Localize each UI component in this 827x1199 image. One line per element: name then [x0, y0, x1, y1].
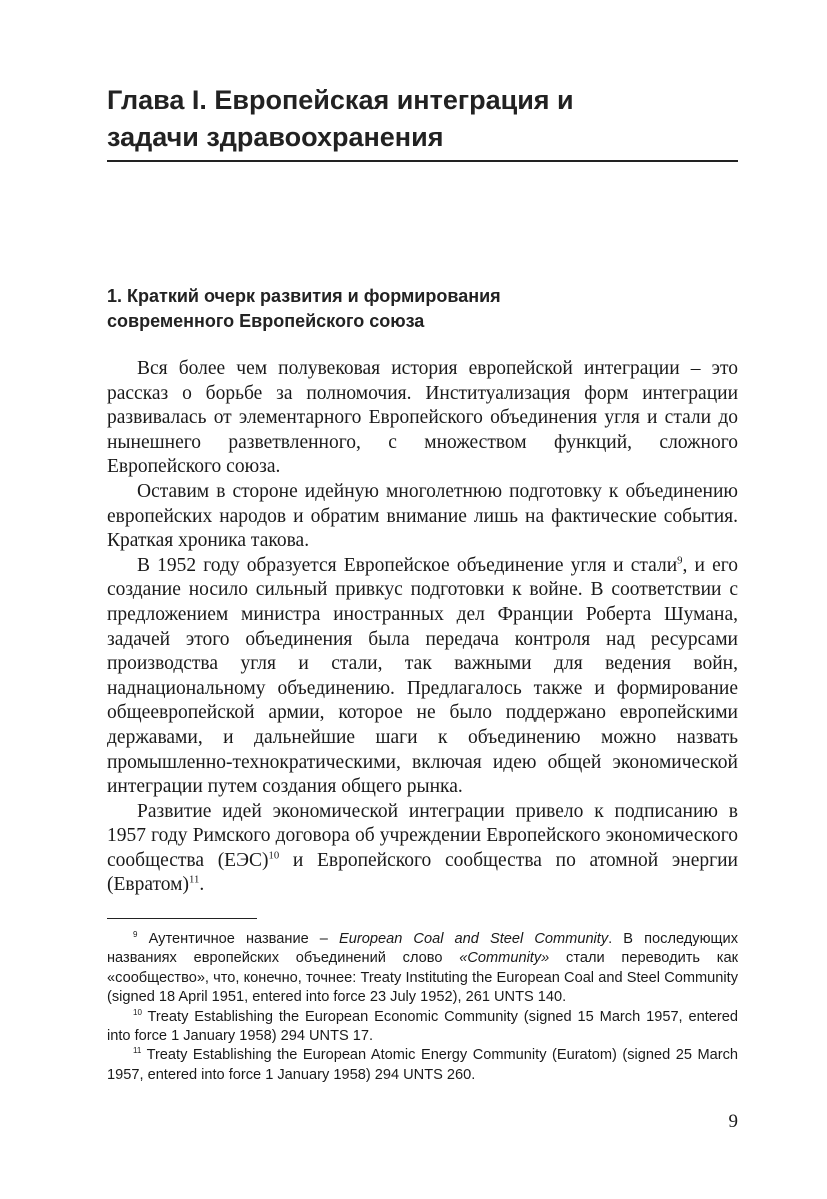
paragraph-2: Оставим в стороне идейную многолетнюю подготовку к объединению европейских народов и обратим внимание лишь на фактические события. Краткая хроника такова.	[107, 480, 738, 552]
footnote-11-number: 11	[133, 1046, 142, 1056]
chapter-title-rule	[107, 160, 738, 162]
chapter-title	[107, 82, 738, 156]
footnote-9-text-b: . В последующих названиях европейских объединений слово	[107, 931, 738, 967]
paragraph-3-text-a: В 1952 году образуется Европейское объединение угля и стали	[137, 554, 678, 576]
chapter-title-line-1: Глава I. Европейская интеграция и	[107, 85, 574, 115]
paragraph-1: Вся более чем полувековая история европейской интеграции – это рассказ о борьбе за полномочия. Институализация форм интеграции развивалась от элементарного Европейского объединения угля и стали до нынешнего разветвленного, с множеством функций, сложного Европейского союза.	[107, 358, 738, 478]
footnote-9-italic-b: «Community»	[459, 950, 550, 967]
footnote-ref-11: 11	[189, 873, 200, 886]
footnote-9-number: 9	[133, 930, 138, 940]
footnote-separator	[107, 918, 257, 919]
paragraph-3	[107, 554, 738, 800]
paragraph-3-text-b: , и его создание носило сильный привкус подготовки к войне. В соответствии с предложением министра иностранных дел Франции Роберта Шумана, задачей этого объединения была передача контроля над ресурсами производства угля и стали, так важными для ведения войн, наднациональному объединению. Предлагалось также и формирование общеевропейской армии, которое не было поддержано европейскими державами, и дальнейшие шаги к объединению можно назвать промышленно-технократическими, включая идею общей экономической интеграции путем создания общего рынка.	[107, 554, 738, 798]
paragraph-4-text-c: .	[199, 874, 205, 896]
section-title-line-2: современного Европейского союза	[107, 311, 425, 331]
footnote-ref-9: 9	[677, 554, 683, 567]
paragraph-4-text-a: Развитие идей экономической интеграции привело к подписанию в 1957 году Римского договора об учреждении Европейского экономического сообщества (ЕЭС)	[107, 800, 738, 871]
paragraph-4-text-b: и Европейского сообщества по атомной энергии (Евратом)	[107, 849, 738, 896]
footnote-9-text-c: стали переводить как «сообщество», что, конечно, точнее: Treaty Instituting the European Coal and Steel Community (signed 18 April 1951, entered into force 23 July 1952), 261 UNTS 140.	[107, 950, 739, 1006]
footnote-ref-10: 10	[268, 849, 280, 862]
page-number: 9	[728, 1111, 738, 1132]
body-text	[107, 357, 738, 898]
footnote-9-text-a: Аутентичное название –	[148, 931, 340, 947]
footnotes	[107, 930, 738, 1085]
footnote-10	[107, 1008, 738, 1047]
section-title	[107, 284, 738, 334]
footnote-10-number: 10	[133, 1007, 142, 1017]
footnote-10-text: Treaty Establishing the European Economic Community (signed 15 March 1957, entered into force 1 January 1958) 294 UNTS 17.	[107, 1008, 738, 1045]
chapter-title-line-2: задачи здравоохранения	[107, 122, 444, 152]
paragraph-4	[107, 800, 738, 898]
footnote-9	[107, 930, 738, 1008]
footnote-11	[107, 1046, 738, 1085]
section-title-line-1: 1. Краткий очерк развития и формирования	[107, 286, 501, 306]
footnote-11-text: Treaty Establishing the European Atomic Energy Community (Euratom) (signed 25 March 1957, entered into force 1 January 1958) 294 UNTS 260.	[107, 1047, 739, 1083]
footnote-9-italic-a: European Coal and Steel Community	[339, 931, 609, 947]
